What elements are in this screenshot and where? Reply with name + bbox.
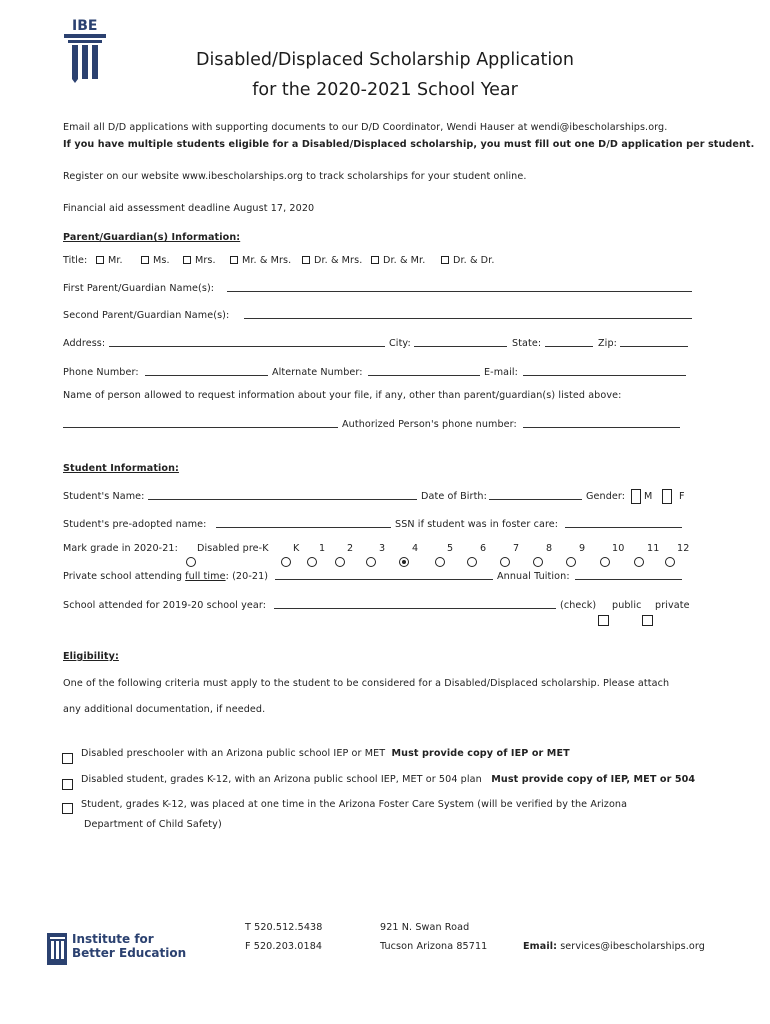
address-label: Address: — [63, 338, 106, 349]
gender-m-label: M — [644, 491, 653, 502]
title-option-mr-mrs[interactable]: Mr. & Mrs. — [230, 255, 291, 266]
footer-org-2: Better Education — [72, 946, 187, 960]
authorized-phone-label: Authorized Person's phone number: — [342, 419, 517, 430]
private-label: private — [655, 600, 690, 611]
grade-radio-9[interactable] — [566, 552, 576, 571]
eligibility-desc-2: any additional documentation, if needed. — [63, 704, 266, 715]
phone-field[interactable] — [145, 367, 268, 376]
intro-deadline: Financial aid assessment deadline August 17, 2020 — [63, 203, 315, 214]
criteria-1: Disabled preschooler with an Arizona public school IEP or MET Must provide copy of IEP or MET — [81, 748, 570, 759]
private-school-label: Private school attending full time: (20-21) — [63, 571, 269, 582]
dob-field[interactable] — [489, 491, 582, 500]
student-heading: Student Information: — [63, 463, 179, 474]
footer-fax: F 520.203.0184 — [245, 941, 323, 952]
state-label: State: — [512, 338, 542, 349]
grade-radio-8[interactable] — [533, 552, 543, 571]
grade-label-10: 10 — [612, 543, 625, 554]
grade-radio-5[interactable] — [435, 552, 445, 571]
grade-label-7: 7 — [513, 543, 520, 554]
grade-label-k: K — [293, 543, 300, 554]
title-option-dr-mr[interactable]: Dr. & Mr. — [371, 255, 425, 266]
criteria-3-line-2: Department of Child Safety) — [84, 819, 222, 830]
grade-label-4: 4 — [412, 543, 419, 554]
gender-m-checkbox[interactable] — [631, 489, 641, 508]
grade-radio-12[interactable] — [665, 552, 675, 571]
tuition-label: Annual Tuition: — [497, 571, 570, 582]
public-checkbox[interactable] — [598, 611, 609, 630]
grade-radio-2[interactable] — [335, 552, 345, 571]
criteria-3-line-1: Student, grades K-12, was placed at one time in the Arizona Foster Care System (will be verified by the Arizona — [81, 799, 628, 810]
first-parent-label: First Parent/Guardian Name(s): — [63, 283, 215, 294]
grade-radio-7[interactable] — [500, 552, 510, 571]
criteria-3-checkbox[interactable] — [62, 799, 73, 818]
grade-label-11: 11 — [647, 543, 660, 554]
checkbox[interactable] — [141, 256, 149, 264]
grade-label-2: 2 — [347, 543, 354, 554]
intro-multiple: If you have multiple students eligible for a Disabled/Displaced scholarship, you must fill out one D/D application per student. — [63, 139, 755, 150]
student-name-label: Student's Name: — [63, 491, 145, 502]
email-field[interactable] — [523, 367, 686, 376]
second-parent-label: Second Parent/Guardian Name(s): — [63, 310, 230, 321]
authorized-phone-field[interactable] — [523, 419, 680, 428]
gender-f-label: F — [679, 491, 685, 502]
checkbox[interactable] — [183, 256, 191, 264]
preadopted-label: Student's pre-adopted name: — [63, 519, 207, 530]
gender-label: Gender: — [586, 491, 626, 502]
intro-register: Register on our website www.ibescholarships.org to track scholarships for your student online. — [63, 171, 527, 182]
grade-label-5: 5 — [447, 543, 454, 554]
dob-label: Date of Birth: — [421, 491, 487, 502]
grade-label-1: 1 — [319, 543, 326, 554]
city-field[interactable] — [414, 338, 507, 347]
grade-radio-6[interactable] — [467, 552, 477, 571]
grade-label: Mark grade in 2020-21: — [63, 543, 178, 554]
title-label: Title: — [63, 255, 88, 266]
zip-label: Zip: — [598, 338, 617, 349]
alt-phone-label: Alternate Number: — [272, 367, 363, 378]
parent-heading: Parent/Guardian(s) Information: — [63, 232, 241, 243]
city-label: City: — [389, 338, 411, 349]
address-field[interactable] — [109, 338, 385, 347]
footer-addr-1: 921 N. Swan Road — [380, 922, 470, 933]
grade-option-disabled-pre-k-label: Disabled pre-K — [197, 543, 269, 554]
grade-radio-3[interactable] — [366, 552, 376, 571]
footer-email[interactable]: Email: services@ibescholarships.org — [523, 941, 705, 952]
zip-field[interactable] — [620, 338, 688, 347]
phone-label: Phone Number: — [63, 367, 139, 378]
attended-label: School attended for 2019-20 school year: — [63, 600, 267, 611]
criteria-2: Disabled student, grades K-12, with an Arizona public school IEP, MET or 504 plan Must provide copy of IEP, MET or 504 — [81, 774, 696, 785]
grade-label-12: 12 — [677, 543, 690, 554]
gender-f-checkbox[interactable] — [662, 489, 672, 508]
checkbox[interactable] — [371, 256, 379, 264]
ssn-label: SSN if student was in foster care: — [395, 519, 559, 530]
intro-email: Email all D/D applications with supporting documents to our D/D Coordinator, Wendi Hauser at wendi@ibescholarships.org. — [63, 122, 668, 133]
eligibility-desc-1: One of the following criteria must apply to the student to be considered for a Disabled/Displaced scholarship. Please attach — [63, 678, 670, 689]
grade-label-6: 6 — [480, 543, 487, 554]
grade-label-8: 8 — [546, 543, 553, 554]
state-field[interactable] — [545, 338, 593, 347]
footer-tel: T 520.512.5438 — [245, 922, 323, 933]
ibe-logo-text: IBE — [72, 18, 98, 34]
checkbox[interactable] — [302, 256, 310, 264]
grade-label-3: 3 — [379, 543, 386, 554]
first-parent-field[interactable] — [227, 283, 692, 292]
grade-radio-1[interactable] — [307, 552, 317, 571]
criteria-2-checkbox[interactable] — [62, 775, 73, 794]
second-parent-field[interactable] — [244, 310, 692, 319]
title-option-dr-dr[interactable]: Dr. & Dr. — [441, 255, 494, 266]
authorized-note: Name of person allowed to request information about your file, if any, other than parent/guardian(s) listed above: — [63, 390, 622, 401]
checkbox[interactable] — [96, 256, 104, 264]
footer-logo — [47, 933, 67, 969]
checkbox[interactable] — [441, 256, 449, 264]
attended-field[interactable] — [274, 600, 556, 609]
title-line-2: for the 2020-2021 School Year — [252, 80, 518, 100]
ssn-field[interactable] — [565, 519, 682, 528]
grade-label-9: 9 — [579, 543, 586, 554]
tuition-field[interactable] — [575, 571, 682, 580]
grade-radio-disabled-pre-k[interactable] — [186, 552, 196, 571]
grade-radio-10[interactable] — [600, 552, 610, 571]
title-line-1: Disabled/Displaced Scholarship Application — [196, 50, 574, 70]
footer-org-1: Institute for — [72, 932, 154, 946]
private-checkbox[interactable] — [642, 611, 653, 630]
title-option-dr-mrs[interactable]: Dr. & Mrs. — [302, 255, 362, 266]
eligibility-heading: Eligibility: — [63, 651, 119, 662]
grade-radio-k[interactable] — [281, 552, 291, 571]
title-option-ms[interactable]: Ms. — [141, 255, 170, 266]
preadopted-field[interactable] — [216, 519, 391, 528]
check-label: (check) — [560, 600, 597, 611]
grade-radio-4[interactable] — [399, 552, 409, 571]
footer-addr-2: Tucson Arizona 85711 — [380, 941, 488, 952]
criteria-1-checkbox[interactable] — [62, 749, 73, 768]
authorized-name-field[interactable] — [63, 419, 338, 428]
checkbox[interactable] — [230, 256, 238, 264]
title-option-mr[interactable]: Mr. — [96, 255, 123, 266]
pillar-icon — [47, 933, 67, 965]
public-label: public — [612, 600, 642, 611]
grade-radio-11[interactable] — [634, 552, 644, 571]
student-name-field[interactable] — [148, 491, 417, 500]
alt-phone-field[interactable] — [368, 367, 480, 376]
private-school-field[interactable] — [275, 571, 493, 580]
email-label: E-mail: — [484, 367, 519, 378]
title-option-mrs[interactable]: Mrs. — [183, 255, 216, 266]
